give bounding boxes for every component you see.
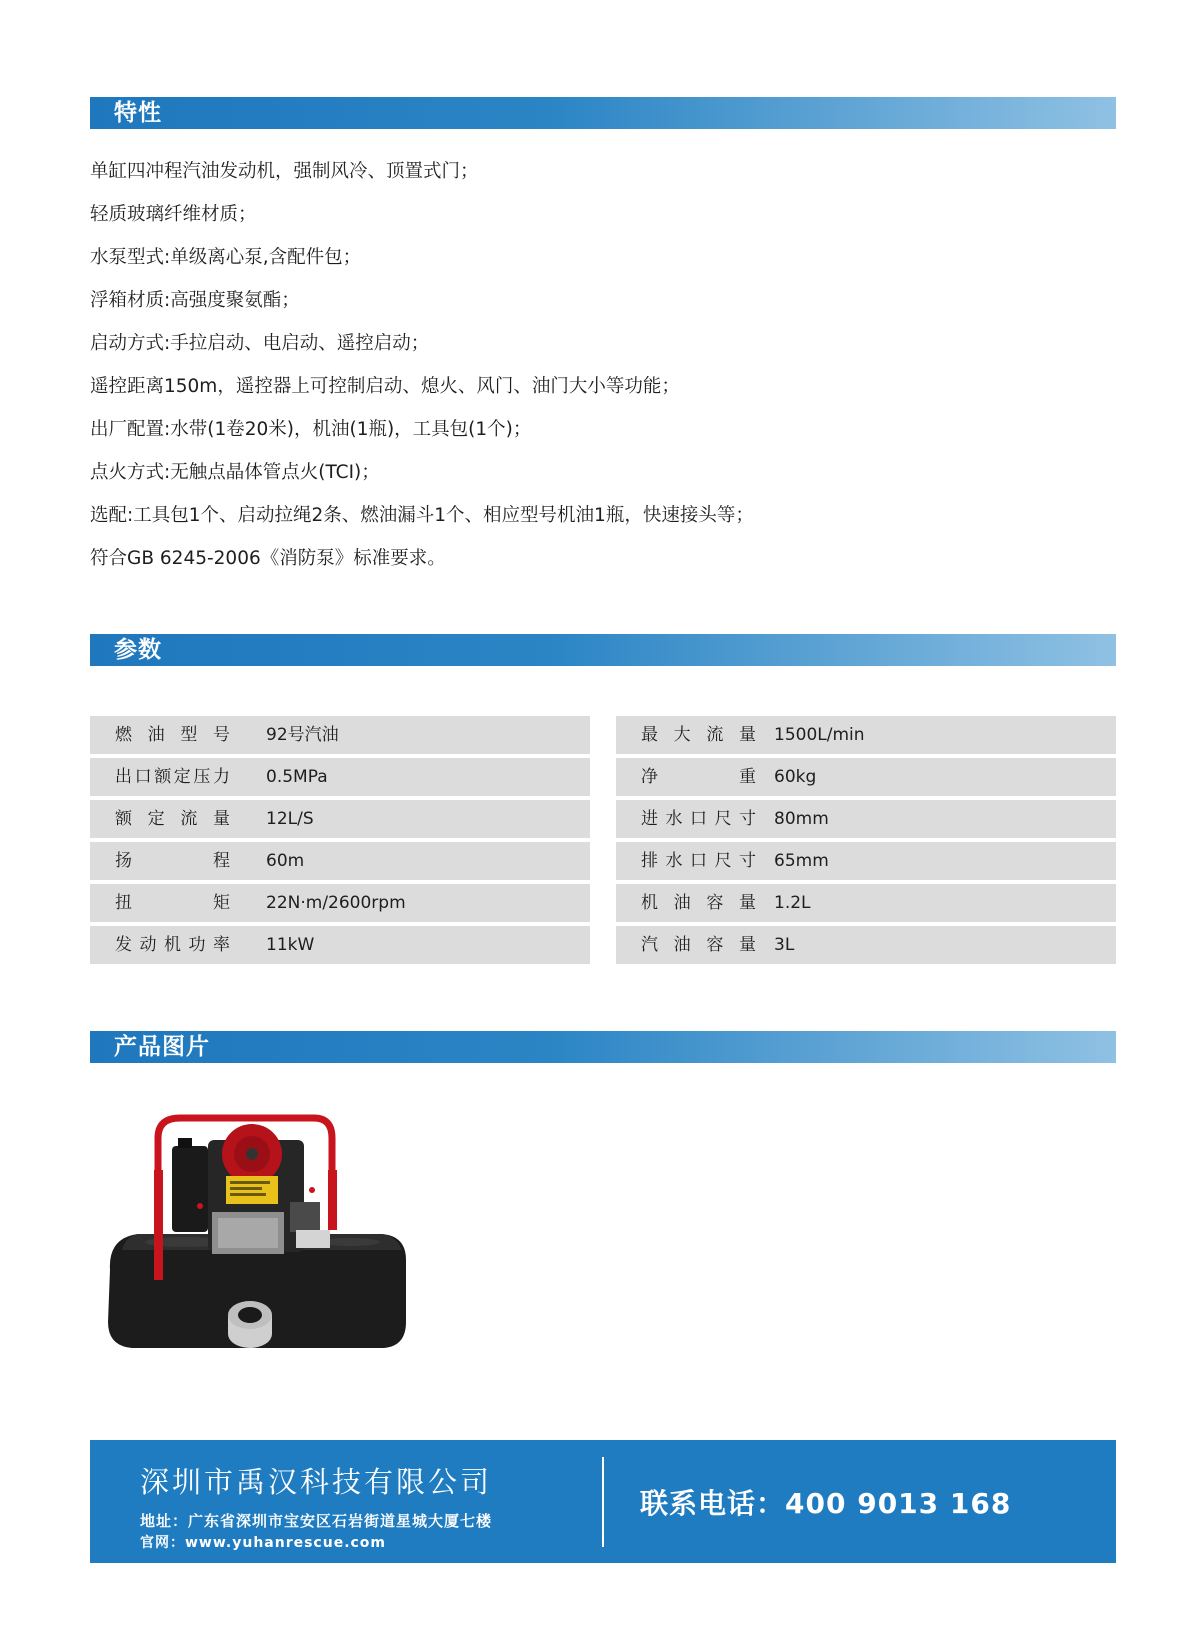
phone-label: 联系电话： — [640, 1487, 786, 1520]
param-row — [90, 716, 590, 754]
feature-item: 遥控距离150m，遥控器上可控制启动、熄火、风门、油门大小等功能； — [90, 376, 680, 397]
section-title: 参数 — [114, 637, 162, 663]
contact-phone[interactable] — [640, 1482, 1011, 1522]
param-row — [616, 926, 1116, 964]
company-name: 深圳市禹汉科技有限公司 — [140, 1465, 493, 1499]
feature-item: 轻质玻璃纤维材质； — [90, 204, 257, 225]
param-row — [616, 800, 1116, 838]
param-value: 12L/S — [266, 809, 314, 829]
param-value: 1.2L — [774, 893, 811, 913]
param-label: 机油容量 — [641, 893, 756, 913]
feature-item: 浮箱材质:高强度聚氨酯； — [90, 290, 300, 311]
param-label: 出口额定压力 — [115, 767, 230, 787]
section-header-features — [90, 97, 1116, 129]
feature-item: 选配:工具包1个、启动拉绳2条、燃油漏斗1个、相应型号机油1瓶，快速接头等； — [90, 505, 754, 526]
param-value: 80mm — [774, 809, 829, 829]
footer-divider — [602, 1457, 604, 1547]
feature-item: 水泵型式:单级离心泵,含配件包； — [90, 247, 362, 268]
param-label: 燃油型号 — [115, 725, 230, 745]
param-label: 发动机功率 — [115, 935, 230, 955]
section-header-params — [90, 634, 1116, 666]
param-value: 60kg — [774, 767, 817, 787]
product-image — [100, 1110, 420, 1360]
param-value: 1500L/min — [774, 725, 865, 745]
param-row — [616, 884, 1116, 922]
param-label: 汽油容量 — [641, 935, 756, 955]
param-row — [90, 800, 590, 838]
param-label: 扭矩 — [115, 893, 230, 913]
params-table-left — [90, 716, 590, 968]
param-label: 扬程 — [115, 851, 230, 871]
param-row — [616, 758, 1116, 796]
param-row — [616, 716, 1116, 754]
params-table-right — [616, 716, 1116, 968]
section-header-images — [90, 1031, 1116, 1063]
feature-item: 单缸四冲程汽油发动机，强制风冷、顶置式门； — [90, 161, 479, 182]
param-value: 65mm — [774, 851, 829, 871]
param-value: 60m — [266, 851, 305, 871]
phone-number: 400 9013 168 — [785, 1487, 1012, 1520]
param-label: 最大流量 — [641, 725, 756, 745]
company-website[interactable]: 官网：www.yuhanrescue.com — [140, 1535, 387, 1551]
feature-item: 出厂配置:水带(1卷20米)，机油(1瓶)，工具包(1个)； — [90, 419, 532, 440]
param-row — [90, 758, 590, 796]
param-value: 3L — [774, 935, 795, 955]
param-value: 0.5MPa — [266, 767, 328, 787]
company-address: 地址：广东省深圳市宝安区石岩街道星城大厦七楼 — [140, 1512, 493, 1530]
feature-list — [90, 150, 754, 580]
section-title: 特性 — [114, 100, 162, 126]
feature-item: 启动方式:手拉启动、电启动、遥控启动； — [90, 333, 430, 354]
floating-pump-illustration — [100, 1110, 420, 1360]
param-label: 进水口尺寸 — [641, 809, 756, 829]
param-row — [90, 926, 590, 964]
section-title: 产品图片 — [114, 1034, 210, 1060]
param-label: 排水口尺寸 — [641, 851, 756, 871]
feature-item: 符合GB 6245-2006《消防泵》标准要求。 — [90, 548, 446, 569]
param-value: 11kW — [266, 935, 315, 955]
param-label: 额定流量 — [115, 809, 230, 829]
footer-banner — [90, 1440, 1116, 1563]
param-row — [616, 842, 1116, 880]
param-row — [90, 842, 590, 880]
param-value: 92号汽油 — [266, 725, 339, 745]
param-value: 22N·m/2600rpm — [266, 893, 406, 913]
param-row — [90, 884, 590, 922]
param-label: 净重 — [641, 767, 756, 787]
feature-item: 点火方式:无触点晶体管点火(TCI)； — [90, 462, 380, 483]
